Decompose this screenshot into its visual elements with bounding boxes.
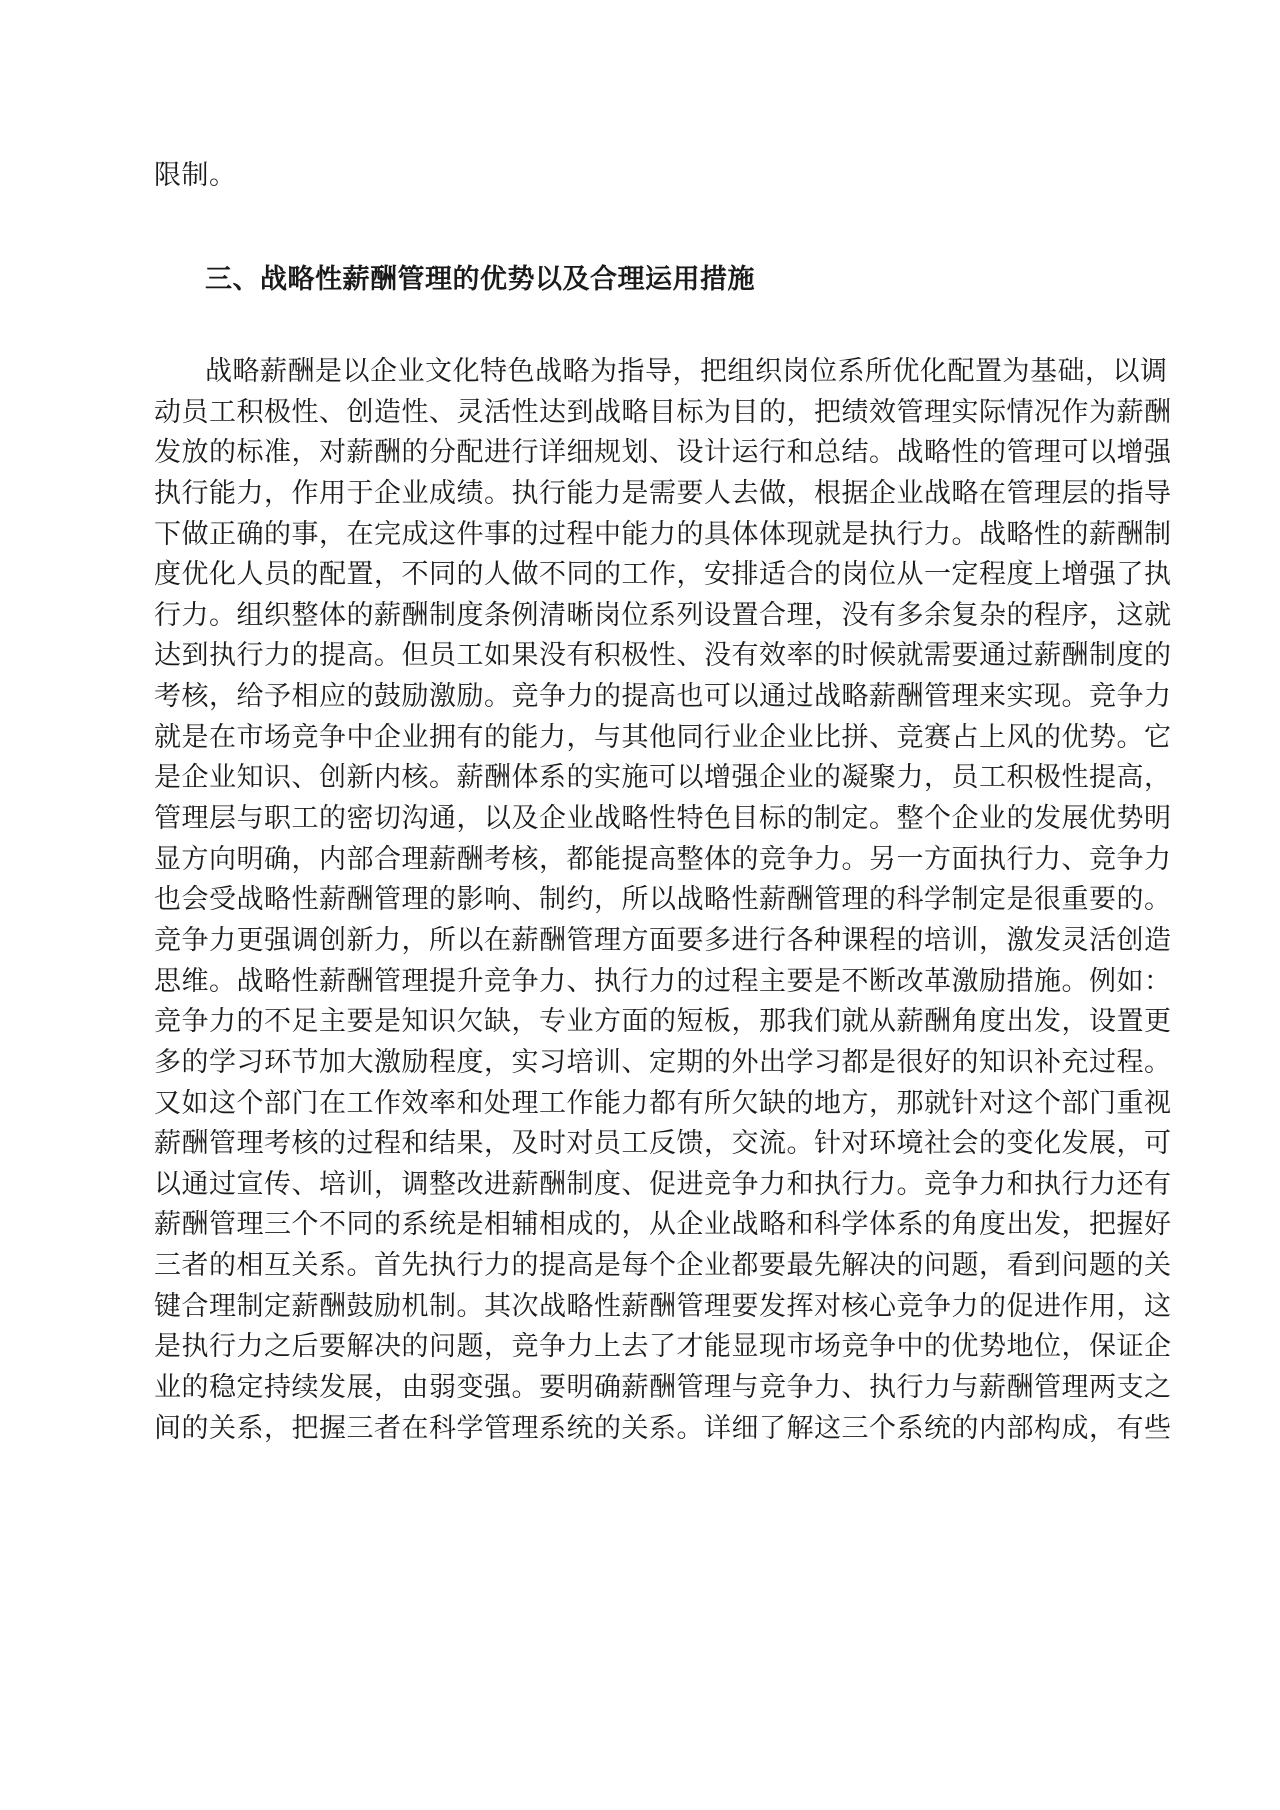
paragraph-line: 以通过宣传、培训，调整改进薪酬制度、促进竞争力和执行力。竞争力和执行力还有 (154, 1168, 1172, 1200)
paragraph-line: 达到执行力的提高。但员工如果没有积极性、没有效率的时候就需要通过薪酬制度的 (154, 640, 1172, 672)
continuation-line: 限制。 (154, 160, 237, 191)
paragraph-line: 竞争力的不足主要是知识欠缺，专业方面的短板，那我们就从薪酬角度出发，设置更 (154, 1006, 1172, 1038)
paragraph-line: 就是在市场竞争中企业拥有的能力，与其他同行业企业比拼、竞赛占上风的优势。它 (154, 721, 1172, 753)
paragraph-line: 薪酬管理三个不同的系统是相辅相成的，从企业战略和科学体系的角度出发，把握好 (154, 1209, 1172, 1241)
body-paragraph (154, 352, 1172, 1449)
paragraph-line: 业的稳定持续发展，由弱变强。要明确薪酬管理与竞争力、执行力与薪酬管理两支之 (154, 1372, 1172, 1404)
paragraph-line: 思维。战略性薪酬管理提升竞争力、执行力的过程主要是不断改革激励措施。例如： (154, 965, 1172, 997)
paragraph-line: 考核，给予相应的鼓励激励。竞争力的提高也可以通过战略薪酬管理来实现。竞争力 (154, 681, 1172, 713)
paragraph-line: 显方向明确，内部合理薪酬考核，都能提高整体的竞争力。另一方面执行力、竞争力 (154, 843, 1172, 875)
paragraph-line: 度优化人员的配置，不同的人做不同的工作，安排适合的岗位从一定程度上增强了执 (154, 559, 1172, 591)
paragraph-line: 三者的相互关系。首先执行力的提高是每个企业都要最先解决的问题，看到问题的关 (154, 1250, 1172, 1282)
paragraph-line: 又如这个部门在工作效率和处理工作能力都有所欠缺的地方，那就针对这个部门重视 (154, 1087, 1172, 1119)
paragraph-line: 是企业知识、创新内核。薪酬体系的实施可以增强企业的凝聚力，员工积极性提高， (154, 762, 1172, 794)
section-heading: 三、战略性薪酬管理的优势以及合理运用措施 (205, 264, 755, 295)
paragraph-line: 也会受战略性薪酬管理的影响、制约，所以战略性薪酬管理的科学制定是很重要的。 (154, 884, 1172, 916)
paragraph-line: 发放的标准，对薪酬的分配进行详细规划、设计运行和总结。战略性的管理可以增强 (154, 437, 1172, 469)
paragraph-line: 薪酬管理考核的过程和结果，及时对员工反馈，交流。针对环境社会的变化发展，可 (154, 1128, 1172, 1160)
paragraph-line: 竞争力更强调创新力，所以在薪酬管理方面要多进行各种课程的培训，激发灵活创造 (154, 924, 1172, 956)
paragraph-line: 是执行力之后要解决的问题，竞争力上去了才能显现市场竞争中的优势地位，保证企 (154, 1331, 1172, 1363)
paragraph-line: 执行能力，作用于企业成绩。执行能力是需要人去做，根据企业战略在管理层的指导 (154, 477, 1172, 509)
paragraph-line: 下做正确的事，在完成这件事的过程中能力的具体体现就是执行力。战略性的薪酬制 (154, 518, 1172, 550)
paragraph-line: 行力。组织整体的薪酬制度条例清晰岗位系列设置合理，没有多余复杂的程序，这就 (154, 599, 1172, 631)
paragraph-line: 战略薪酬是以企业文化特色战略为指导，把组织岗位系所优化配置为基础，以调 (205, 356, 1168, 387)
paragraph-line: 多的学习环节加大激励程度，实习培训、定期的外出学习都是很好的知识补充过程。 (154, 1046, 1172, 1078)
paragraph-line: 键合理制定薪酬鼓励机制。其次战略性薪酬管理要发挥对核心竞争力的促进作用，这 (154, 1290, 1172, 1322)
paragraph-line: 动员工积极性、创造性、灵活性达到战略目标为目的，把绩效管理实际情况作为薪酬 (154, 396, 1172, 428)
paragraph-line: 间的关系，把握三者在科学管理系统的关系。详细了解这三个系统的内部构成，有些 (154, 1412, 1172, 1444)
paragraph-line: 管理层与职工的密切沟通，以及企业战略性特色目标的制定。整个企业的发展优势明 (154, 803, 1172, 835)
